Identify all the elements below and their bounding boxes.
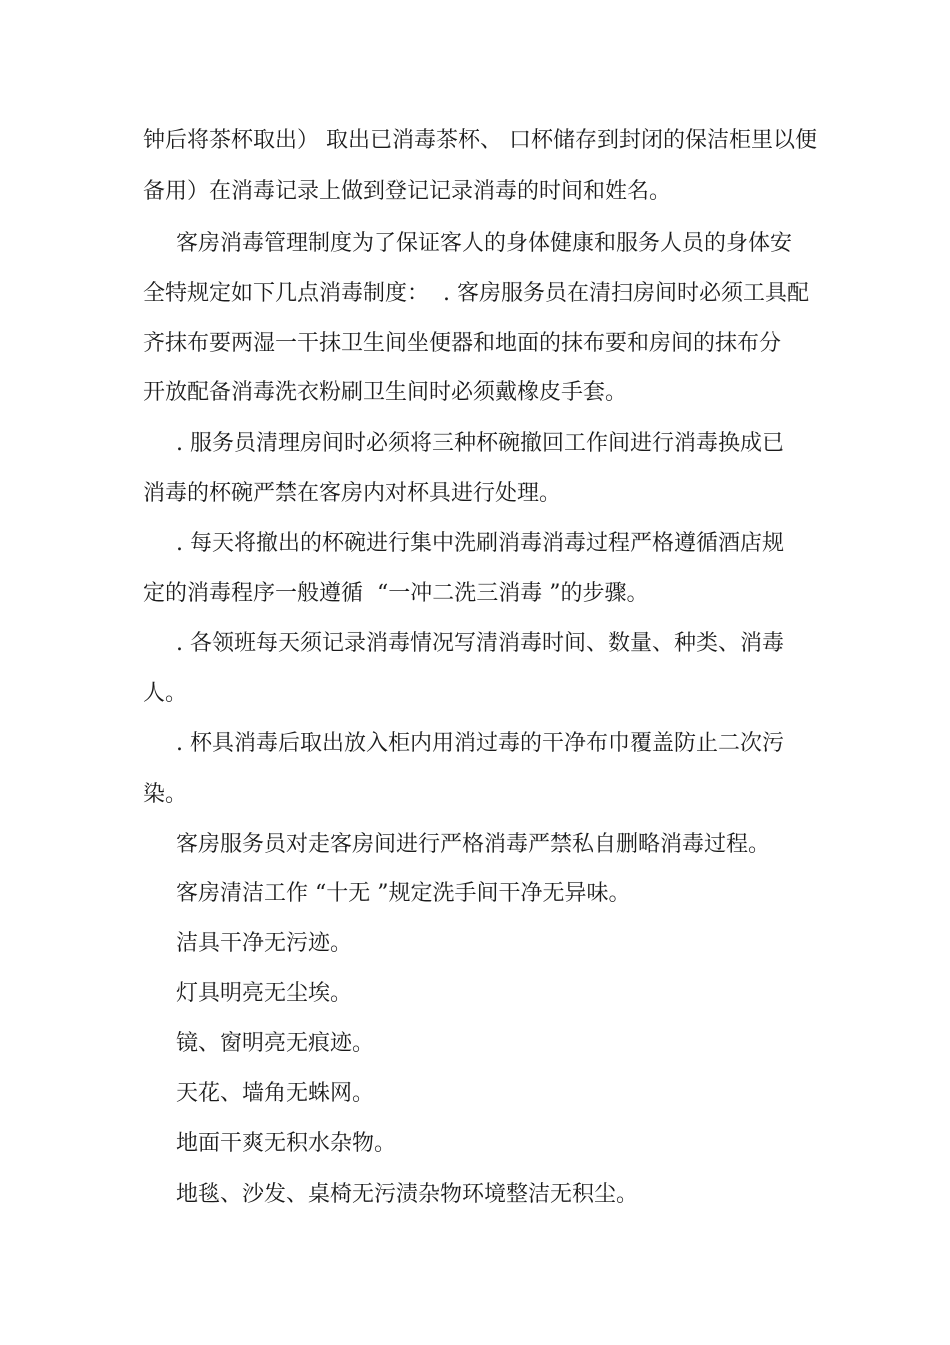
- paragraph-start: . 杯具消毒后取出放入柜内用消过毒的干净布巾覆盖防止二次污: [176, 731, 784, 756]
- text-line: 消毒的杯碗严禁在客房内对杯具进行处理。: [143, 481, 562, 506]
- paragraph-start: 地面干爽无积水杂物。: [176, 1131, 397, 1156]
- paragraph-start: 客房清洁工作 “十无 ”规定洗手间干净无异味。: [176, 881, 631, 906]
- paragraph-start: 客房消毒管理制度为了保证客人的身体健康和服务人员的身体安: [176, 231, 793, 256]
- paragraph-start: . 服务员清理房间时必须将三种杯碗撤回工作间进行消毒换成已: [176, 431, 784, 456]
- paragraph-start: 客房服务员对走客房间进行严格消毒严禁私自删略消毒过程。: [176, 832, 771, 857]
- paragraph-start: 洁具干净无污迹。: [176, 931, 353, 956]
- paragraph-start: 灯具明亮无尘埃。: [176, 981, 353, 1006]
- text-line: 人。: [143, 681, 188, 706]
- text-line: 备用）在消毒记录上做到登记记录消毒的时间和姓名。: [143, 179, 672, 204]
- paragraph-start: . 每天将撤出的杯碗进行集中洗刷消毒消毒过程严格遵循酒店规: [176, 531, 784, 556]
- text-line: 齐抹布要两湿一干抹卫生间坐便器和地面的抹布要和房间的抹布分: [143, 331, 782, 356]
- paragraph-start: 天花、墙角无蛛网。: [176, 1081, 375, 1106]
- text-line: 开放配备消毒洗衣粉刷卫生间时必须戴橡皮手套。: [143, 380, 628, 405]
- text-line: 定的消毒程序一般遵循 “一冲二洗三消毒 ”的步骤。: [143, 581, 649, 606]
- paragraph-start: . 各领班每天须记录消毒情况写清消毒时间、数量、种类、消毒: [176, 631, 784, 656]
- text-line: 钟后将茶杯取出） 取出已消毒茶杯、 口杯储存到封闭的保洁柜里以便: [143, 128, 817, 153]
- text-line: 染。: [143, 782, 188, 807]
- text-line: 全特规定如下几点消毒制度： . 客房服务员在清扫房间时必须工具配: [143, 281, 809, 306]
- paragraph-start: 镜、窗明亮无痕迹。: [176, 1031, 375, 1056]
- paragraph-start: 地毯、沙发、桌椅无污渍杂物环境整洁无积尘。: [176, 1182, 639, 1207]
